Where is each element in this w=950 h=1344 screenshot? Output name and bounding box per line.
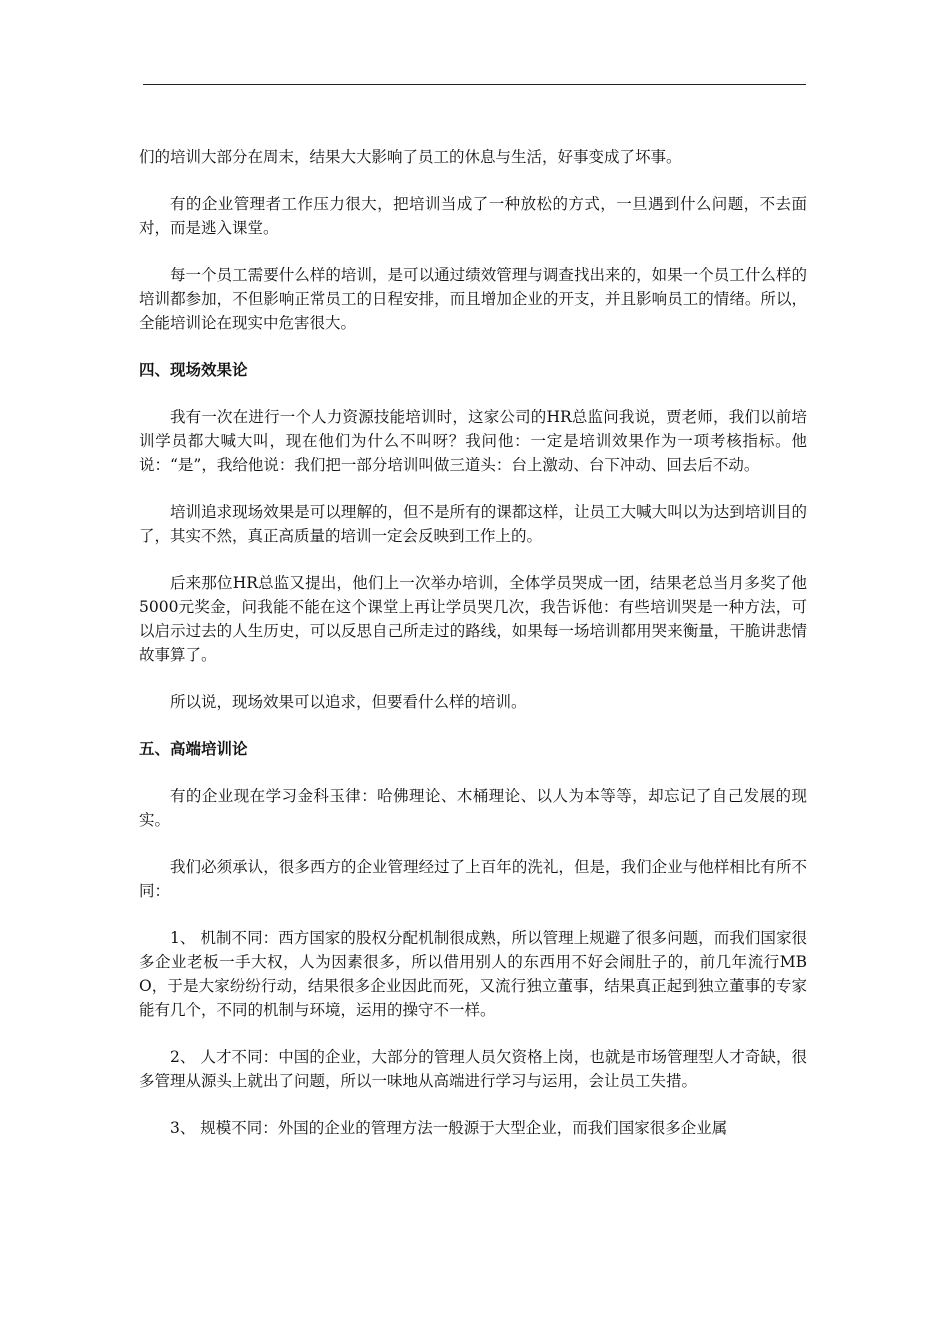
paragraph: 们的培训大部分在周末，结果大大影响了员工的休息与生活，好事变成了坏事。 bbox=[139, 148, 682, 166]
paragraph: 我们必须承认，很多西方的企业管理经过了上百年的洗礼，但是，我们企业与他样相比有所不同： bbox=[139, 858, 807, 900]
paragraph: 后来那位HR总监又提出，他们上一次举办培训，全体学员哭成一团，结果老总当月多奖了他5000元奖金，问我能不能在这个课堂上再让学员哭几次，我告诉他：有些培训哭是一种方法，可以启示过去的人生历史，可以反思自己所走过的路线，如果每一场培训都用哭来衡量，干脆讲悲情故事算了。 bbox=[139, 574, 807, 664]
paragraph: 每一个员工需要什么样的培训，是可以通过绩效管理与调查找出来的，如果一个员工什么样的培训都参加，不但影响正常员工的日程安排，而且增加企业的开支，并且影响员工的情绪。所以，全能培训论在现实中危害很大。 bbox=[139, 266, 807, 332]
list-item-paragraph: 1、 机制不同：西方国家的股权分配机制很成熟，所以管理上规避了很多问题，而我们国家很多企业老板一手大权，人为因素很多，所以借用别人的东西用不好会闹肚子的，前几年流行MBO，于是大家纷纷行动，结果很多企业因此而死，又流行独立董事，结果真正起到独立董事的专家能有几个，不同的机制与环境，运用的操守不一样。 bbox=[139, 929, 807, 1019]
header-rule bbox=[143, 84, 806, 85]
paragraph: 有的企业管理者工作压力很大，把培训当成了一种放松的方式，一旦遇到什么问题，不去面对，而是逃入课堂。 bbox=[139, 195, 807, 237]
document-body bbox=[139, 145, 807, 1163]
paragraph: 我有一次在进行一个人力资源技能培训时，这家公司的HR总监问我说，贾老师，我们以前培训学员都大喊大叫，现在他们为什么不叫呀？我问他：一定是培训效果作为一项考核指标。他说：“是”，我给他说：我们把一部分培训叫做三道头：台上激动、台下冲动、回去后不动。 bbox=[139, 408, 807, 474]
paragraph: 培训追求现场效果是可以理解的，但不是所有的课都这样，让员工大喊大叫以为达到培训目的了，其实不然，真正高质量的培训一定会反映到工作上的。 bbox=[139, 503, 807, 545]
paragraph: 所以说，现场效果可以追求，但要看什么样的培训。 bbox=[170, 693, 527, 711]
section-heading: 四、现场效果论 bbox=[139, 360, 248, 379]
section-heading: 五、高端培训论 bbox=[139, 739, 248, 758]
list-item-paragraph: 3、 规模不同：外国的企业的管理方法一般源于大型企业，而我们国家很多企业属 bbox=[170, 1119, 728, 1137]
list-item-paragraph: 2、 人才不同：中国的企业，大部分的管理人员欠资格上岗，也就是市场管理型人才奇缺，很多管理从源头上就出了问题，所以一味地从高端进行学习与运用，会让员工失措。 bbox=[139, 1048, 807, 1090]
paragraph: 有的企业现在学习金科玉律：哈佛理论、木桶理论、以人为本等等，却忘记了自己发展的现实。 bbox=[139, 787, 807, 829]
